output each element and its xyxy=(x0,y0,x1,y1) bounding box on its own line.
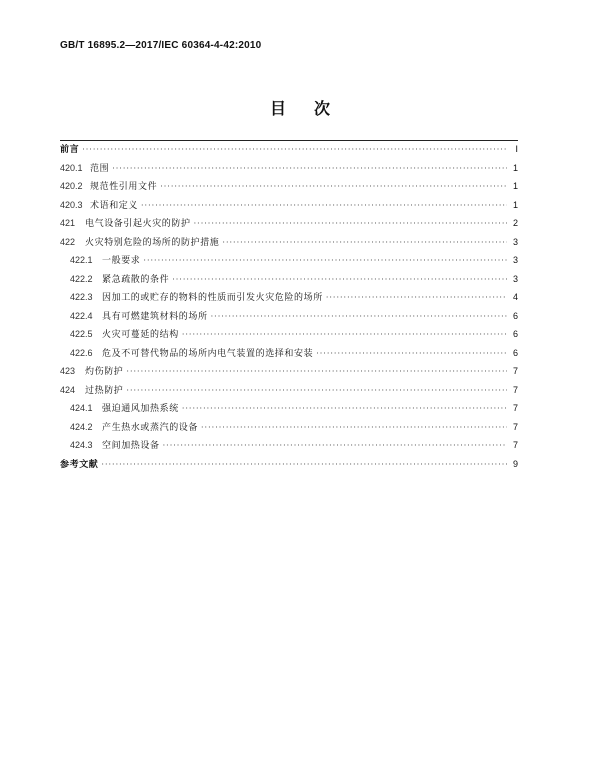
toc-entry-title: 灼伤防护 xyxy=(85,367,124,377)
toc-entry-number: 422.1 xyxy=(70,255,93,265)
toc-leader-dots xyxy=(326,289,507,308)
toc-entry-number: 422.3 xyxy=(70,292,93,302)
toc-entry-number: 424.2 xyxy=(70,421,93,432)
toc-leader-dots xyxy=(211,308,507,327)
toc-entry[interactable] xyxy=(60,307,518,326)
toc-leader-dots xyxy=(182,400,507,419)
toc-entry-title: 术语和定义 xyxy=(90,200,139,211)
toc-entry[interactable] xyxy=(60,140,518,159)
toc-entry[interactable] xyxy=(60,325,518,344)
toc-leader-dots xyxy=(222,234,507,253)
toc-entry-page: 7 xyxy=(512,403,518,413)
toc-entry-page: Ⅰ xyxy=(515,144,518,154)
toc-entry-title: 范围 xyxy=(90,163,110,174)
toc-entry[interactable] xyxy=(60,270,518,289)
toc-entry[interactable] xyxy=(60,344,518,363)
standard-number: GB/T 16895.2—2017/IEC 60364-4-42:2010 xyxy=(60,40,262,51)
toc-entry-page: 3 xyxy=(512,255,518,265)
toc-leader-dots xyxy=(160,178,507,197)
toc-entry[interactable] xyxy=(60,214,518,233)
toc-entry-number: 421 xyxy=(60,218,76,228)
toc-entry[interactable] xyxy=(60,159,518,178)
toc-entry-title: 一般要求 xyxy=(102,256,141,266)
toc-entry-title: 危及不可替代物品的场所内电气装置的选择和安装 xyxy=(102,348,314,359)
toc-leader-dots xyxy=(82,141,507,160)
toc-entry[interactable] xyxy=(60,233,518,252)
toc-entry-number: 424.1 xyxy=(70,403,93,413)
toc-entry-number: 420.2 xyxy=(60,181,83,191)
toc-leader-dots xyxy=(126,382,507,401)
toc-entry-title: 火灾可蔓延的结构 xyxy=(102,330,179,340)
toc-entry[interactable] xyxy=(60,251,518,270)
toc-entry-page: 7 xyxy=(512,440,518,450)
toc-entry-number: 422.4 xyxy=(70,310,93,321)
toc-entry[interactable] xyxy=(60,436,518,455)
toc-leader-dots xyxy=(163,437,507,456)
toc-entry-page: 2 xyxy=(512,218,518,228)
toc-entry[interactable] xyxy=(60,399,518,418)
toc-leader-dots xyxy=(201,419,507,438)
toc-entry[interactable] xyxy=(60,196,518,215)
page-title: 目次 xyxy=(269,99,358,118)
toc-entry-number: 422.2 xyxy=(70,273,93,284)
toc-entry-page: 1 xyxy=(512,199,518,210)
toc-entry-page: 7 xyxy=(512,421,518,432)
toc-entry[interactable] xyxy=(60,288,518,307)
toc-entry-page: 7 xyxy=(512,384,518,395)
toc-leader-dots xyxy=(126,363,507,382)
toc-entry-title: 具有可燃建筑材料的场所 xyxy=(102,311,208,322)
toc-entry-title: 产生热水或蒸汽的设备 xyxy=(102,422,199,433)
toc-entry-number: 420.3 xyxy=(60,199,83,210)
toc-entry-number: 424.3 xyxy=(70,440,93,450)
toc-entry[interactable] xyxy=(60,418,518,437)
toc-entry[interactable] xyxy=(60,381,518,400)
toc-entry-page: 3 xyxy=(512,236,518,247)
toc-entry-title: 规范性引用文件 xyxy=(90,182,158,192)
toc-leader-dots xyxy=(194,215,507,234)
toc-entry-title: 火灾特别危险的场所的防护措施 xyxy=(85,237,220,248)
toc-entry[interactable] xyxy=(60,455,518,474)
toc-entry[interactable] xyxy=(60,177,518,196)
toc-entry-page: 3 xyxy=(512,273,518,284)
toc-entry-page: 4 xyxy=(512,292,518,302)
toc-entry-page: 6 xyxy=(512,310,518,321)
toc-entry-page: 6 xyxy=(512,329,518,339)
toc-entry-title: 紧急疏散的条件 xyxy=(102,274,170,285)
toc-entry-number: 422.5 xyxy=(70,329,93,339)
toc-entry-title: 前言 xyxy=(60,145,80,155)
toc-entry-page: 1 xyxy=(512,181,518,191)
toc-leader-dots xyxy=(316,345,507,364)
toc-entry-title: 参考文献 xyxy=(60,459,99,470)
toc-entry-number: 423 xyxy=(60,366,76,376)
toc-leader-dots xyxy=(172,271,507,290)
toc-leader-dots xyxy=(182,326,507,345)
toc-entry-title: 强迫通风加热系统 xyxy=(102,404,179,414)
toc-leader-dots xyxy=(141,197,507,216)
toc-entry-number: 422 xyxy=(60,236,76,247)
toc-entry-number: 424 xyxy=(60,384,76,395)
toc-leader-dots xyxy=(143,252,507,271)
toc-entry-number: 422.6 xyxy=(70,347,93,358)
toc-entry-title: 电气设备引起火灾的防护 xyxy=(85,219,191,229)
toc-leader-dots xyxy=(112,160,507,179)
table-of-contents xyxy=(60,140,518,473)
toc-leader-dots xyxy=(101,456,507,475)
toc-entry-title: 空间加热设备 xyxy=(102,441,160,451)
toc-entry-page: 7 xyxy=(512,366,518,376)
toc-entry-page: 9 xyxy=(512,458,518,469)
toc-entry-page: 1 xyxy=(512,162,518,173)
toc-entry-title: 因加工的或贮存的物料的性质而引发火灾危险的场所 xyxy=(102,293,323,303)
toc-entry[interactable] xyxy=(60,362,518,381)
toc-entry-title: 过热防护 xyxy=(85,385,124,396)
toc-entry-number: 420.1 xyxy=(60,162,83,173)
toc-entry-page: 6 xyxy=(512,347,518,358)
